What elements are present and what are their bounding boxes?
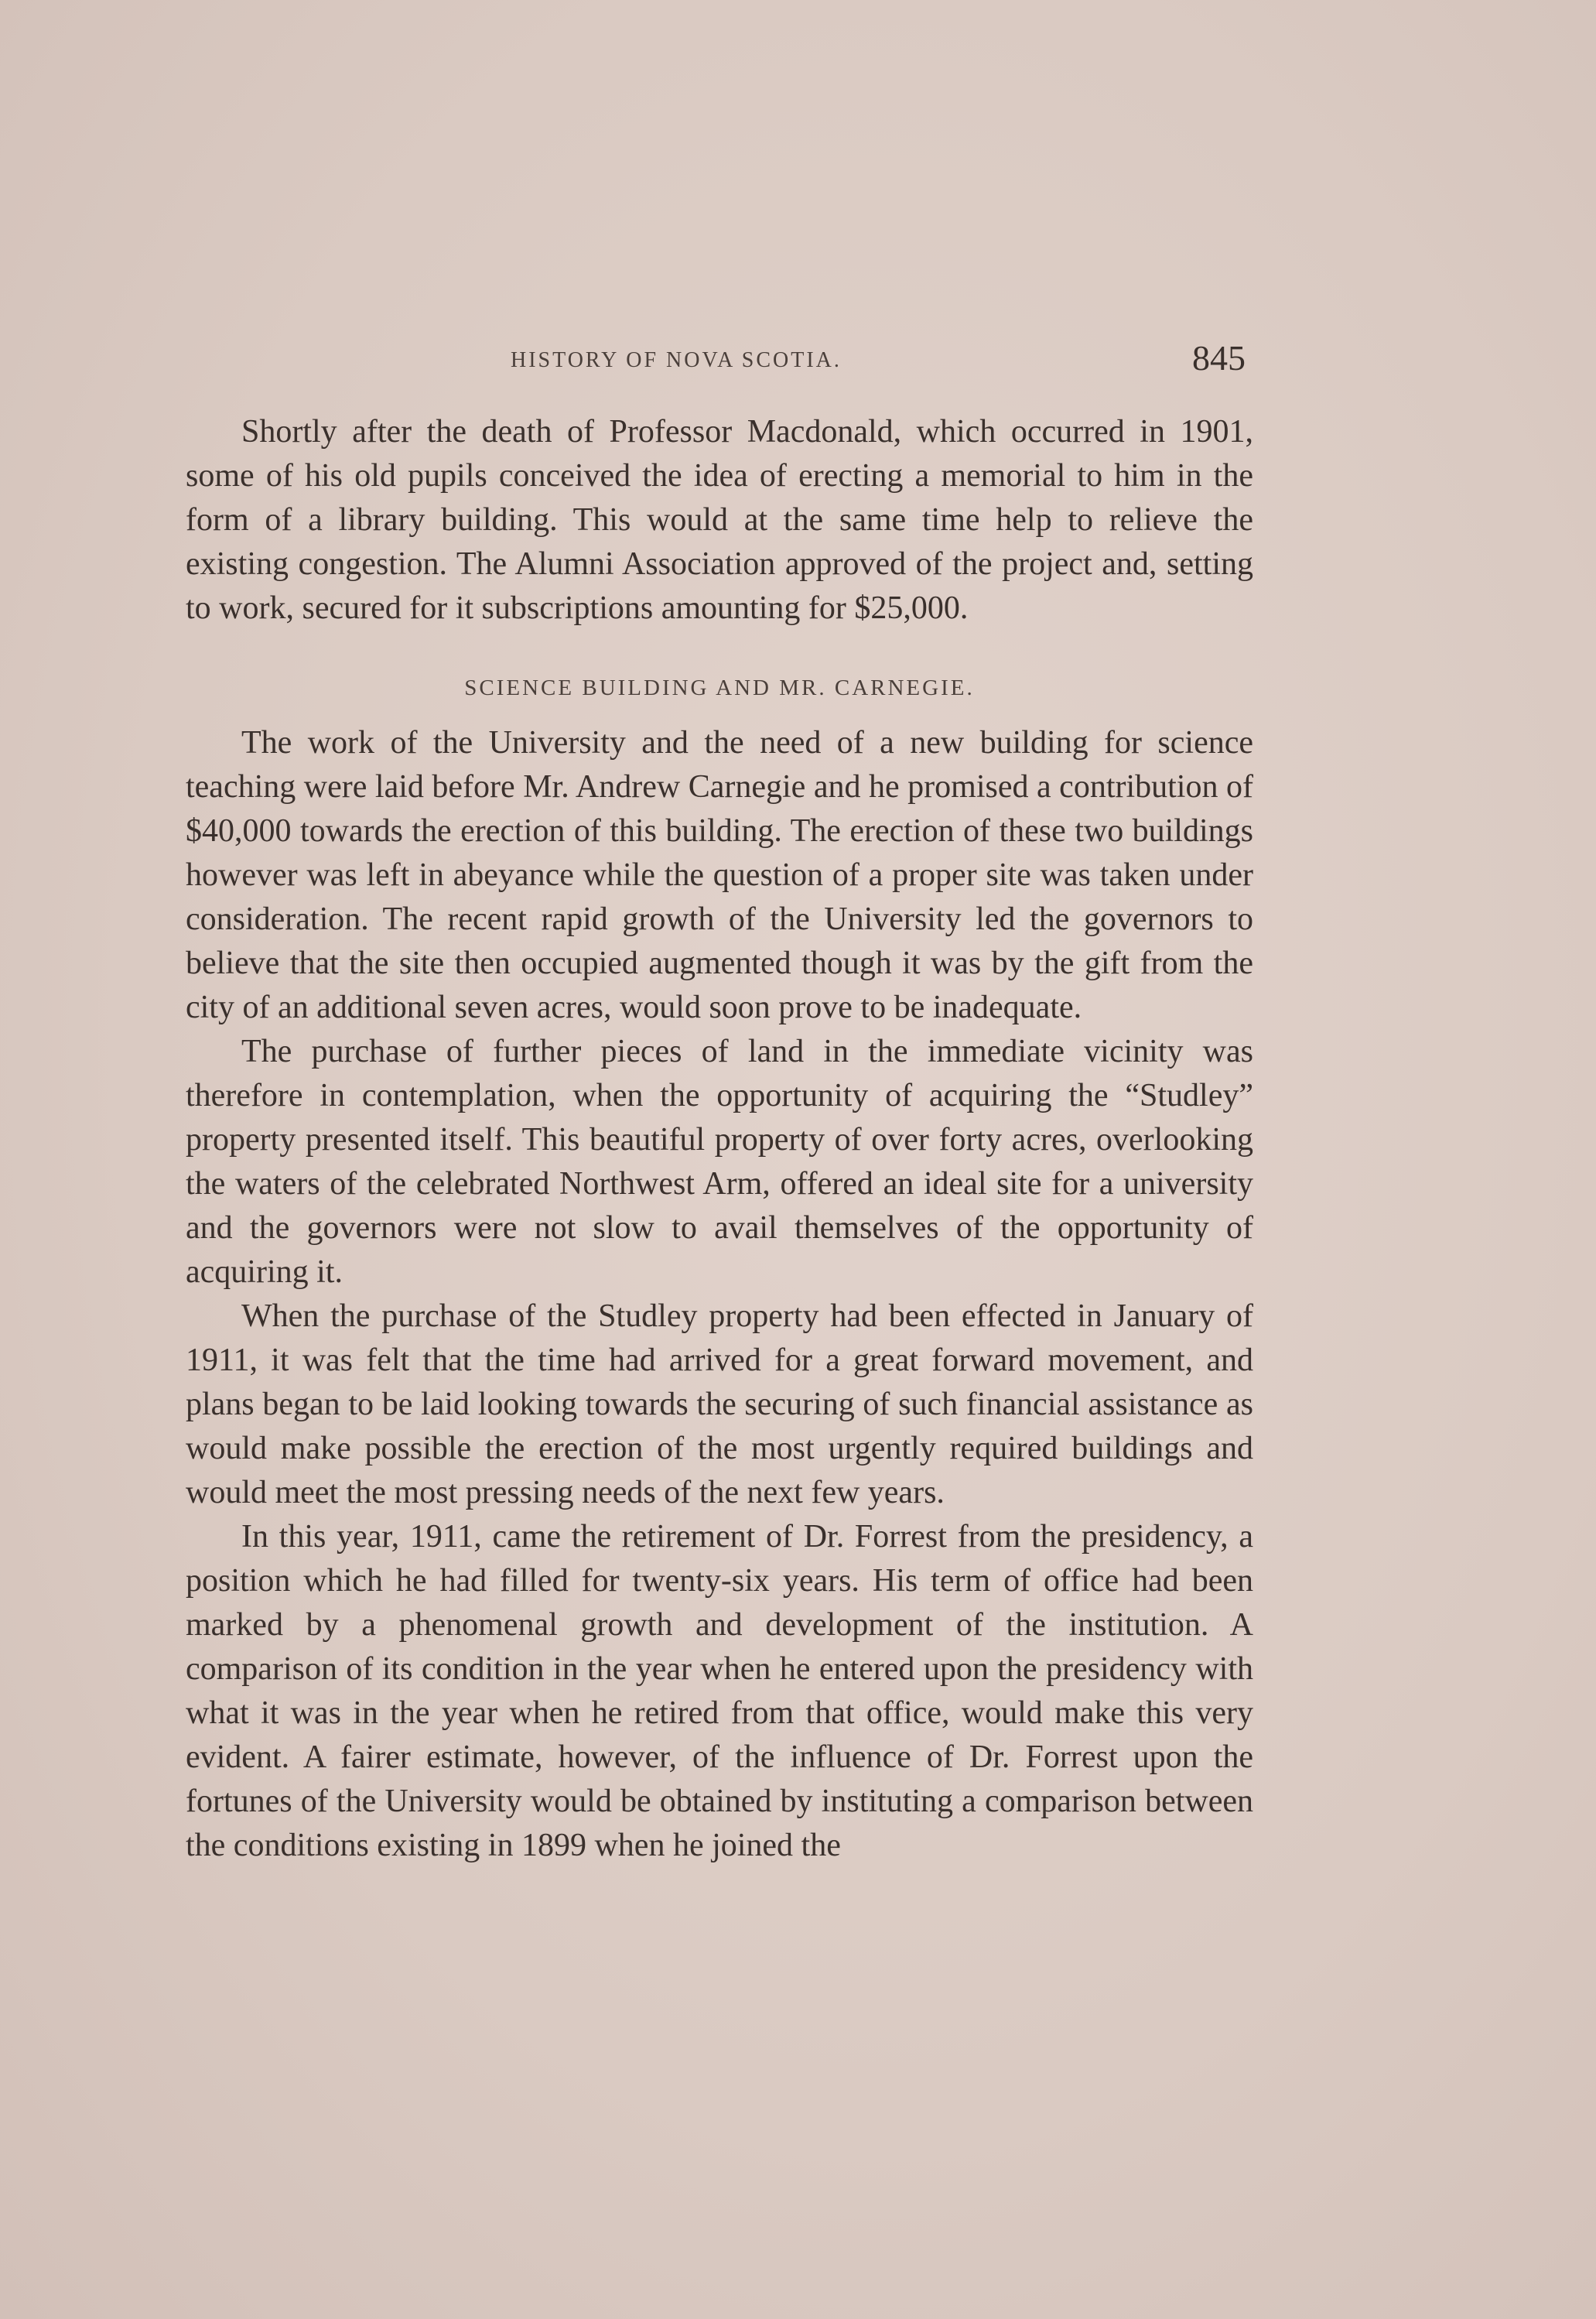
running-head (186, 337, 1246, 384)
paragraph-carnegie-contribution: The work of the University and the need of a new building for science teaching were laid before Mr. Andrew Carnegie and he promised a contribution of $40,000 towards the erection of this building. The erection of these two buildings however was left in abeyance while the question of a proper site was taken under consideration. The recent rapid growth of the University led the governors to believe that the site then occupied augmented though it was by the gift from the city of an additional seven acres, would soon prove to be inadequate. (186, 725, 1253, 1025)
page-number: 845 (1192, 338, 1246, 378)
running-title: HISTORY OF NOVA SCOTIA. (511, 348, 842, 372)
section-heading: SCIENCE BUILDING AND MR. CARNEGIE. (464, 676, 975, 700)
paragraph-studley-property: The purchase of further pieces of land in the immediate vicinity was therefore in contemplation, when the opportunity of acquiring the “Studley” property presented itself. This beautiful property of over forty acres, overlooking the waters of the celebrated Northwest Arm, offered an ideal site for a university and the governors were not slow to avail themselves of the opportunity of acquiring it. (186, 1034, 1253, 1290)
paragraph-macdonald-memorial: Shortly after the death of Professor Macdonald, which occurred in 1901, some of his old pupils conceived the idea of erecting a memorial to him in the form of a library building. This would at the same time help to relieve the existing congestion. The Alumni Association approved of the project and, setting to work, secured for it subscriptions amounting for $25,000. (186, 414, 1253, 626)
body-text (186, 410, 1253, 1868)
paragraph-forward-movement: When the purchase of the Studley property had been effected in January of 1911, it was felt that the time had arrived for a great forward movement, and plans began to be laid looking towards the securing of such financial assistance as would make possible the erection of the most urgently required buildings and would meet the most pressing needs of the next few years. (186, 1298, 1253, 1510)
paragraph-forrest-retirement: In this year, 1911, came the retirement of Dr. Forrest from the presidency, a position which he had filled for twenty-six years. His term of office had been marked by a phenomenal growth and development of the institution. A comparison of its condition in the year when he entered upon the presidency with what it was in the year when he retired from that office, would make this very evident. A fairer estimate, however, of the influence of Dr. Forrest upon the fortunes of the University would be obtained by instituting a comparison between the conditions existing in 1899 when he joined the (186, 1519, 1253, 1863)
